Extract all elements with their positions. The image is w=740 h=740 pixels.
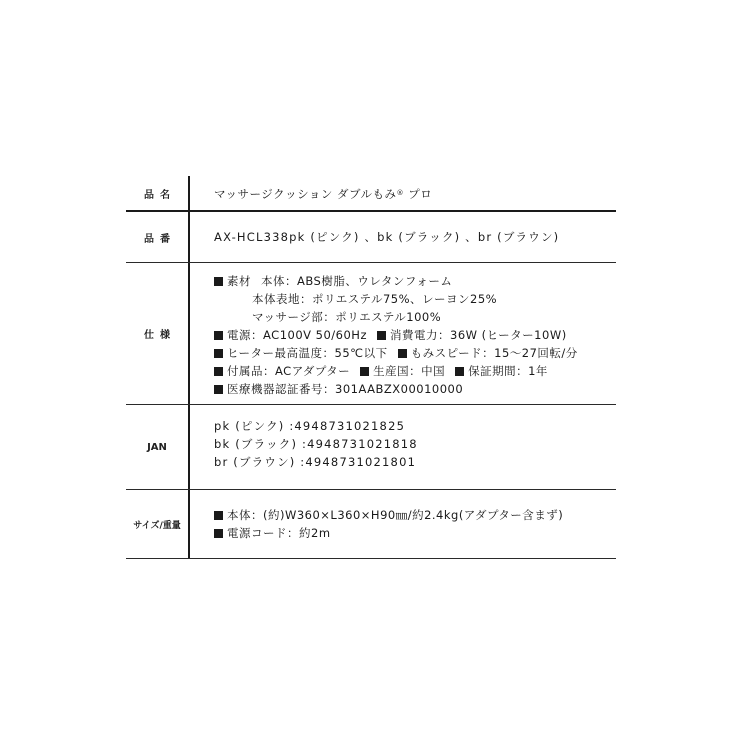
label-jan: JAN [147,441,167,453]
label-product-name: 品名 [144,189,176,201]
label-product-number: 品番 [144,233,176,245]
square-bullet-icon [214,331,223,340]
spec-power-line: 電源：AC100V 50/60Hz 消費電力：36W (ヒーター10W) [214,326,616,344]
spec-material-line: 素材 本体：ABS樹脂、ウレタンフォーム [214,272,616,290]
registered-mark: ® [396,188,405,197]
spec-accessory-line: 付属品：ACアダプター 生産国：中国 保証期間：1年 [214,362,616,380]
square-bullet-icon [360,367,369,376]
product-number-value: AX-HCL338pk (ピンク) 、bk (ブラック) 、br (ブラウン) [214,230,560,244]
square-bullet-icon [214,385,223,394]
square-bullet-icon [214,277,223,286]
square-bullet-icon [398,349,407,358]
row-product-number [126,212,616,263]
square-bullet-icon [377,331,386,340]
spec-table [126,176,616,559]
spec-cert-line: 医療機器認証番号：301AABZX00010000 [214,380,616,398]
spec-material-surface: 本体表地：ポリエステル75%、レーヨン25% [252,292,498,306]
spec-material-massage: マッサージ部：ポリエステル100% [252,310,442,324]
jan-black: bk (ブラック) :4948731021818 [214,437,418,451]
row-specifications [126,263,616,405]
row-size-weight [126,490,616,559]
row-product-name [126,176,616,212]
square-bullet-icon [214,529,223,538]
square-bullet-icon [455,367,464,376]
size-body-line: 本体：(約)W360×L360×H90㎜/約2.4kg(アダプター含まず) [214,506,616,524]
square-bullet-icon [214,349,223,358]
product-name-value: マッサージクッション ダブルもみ® プロ [214,186,433,201]
label-size-weight: サイズ/重量 [133,520,181,531]
label-specifications: 仕様 [144,330,176,341]
spec-heater-line: ヒーター最高温度：55℃以下 もみスピード：15～27回転/分 [214,344,616,362]
jan-pink: pk (ピンク) :4948731021825 [214,419,406,433]
jan-brown: br (ブラウン) :4948731021801 [214,455,417,469]
size-cord-line: 電源コード：約2m [214,524,616,542]
row-jan [126,405,616,490]
square-bullet-icon [214,511,223,520]
square-bullet-icon [214,367,223,376]
